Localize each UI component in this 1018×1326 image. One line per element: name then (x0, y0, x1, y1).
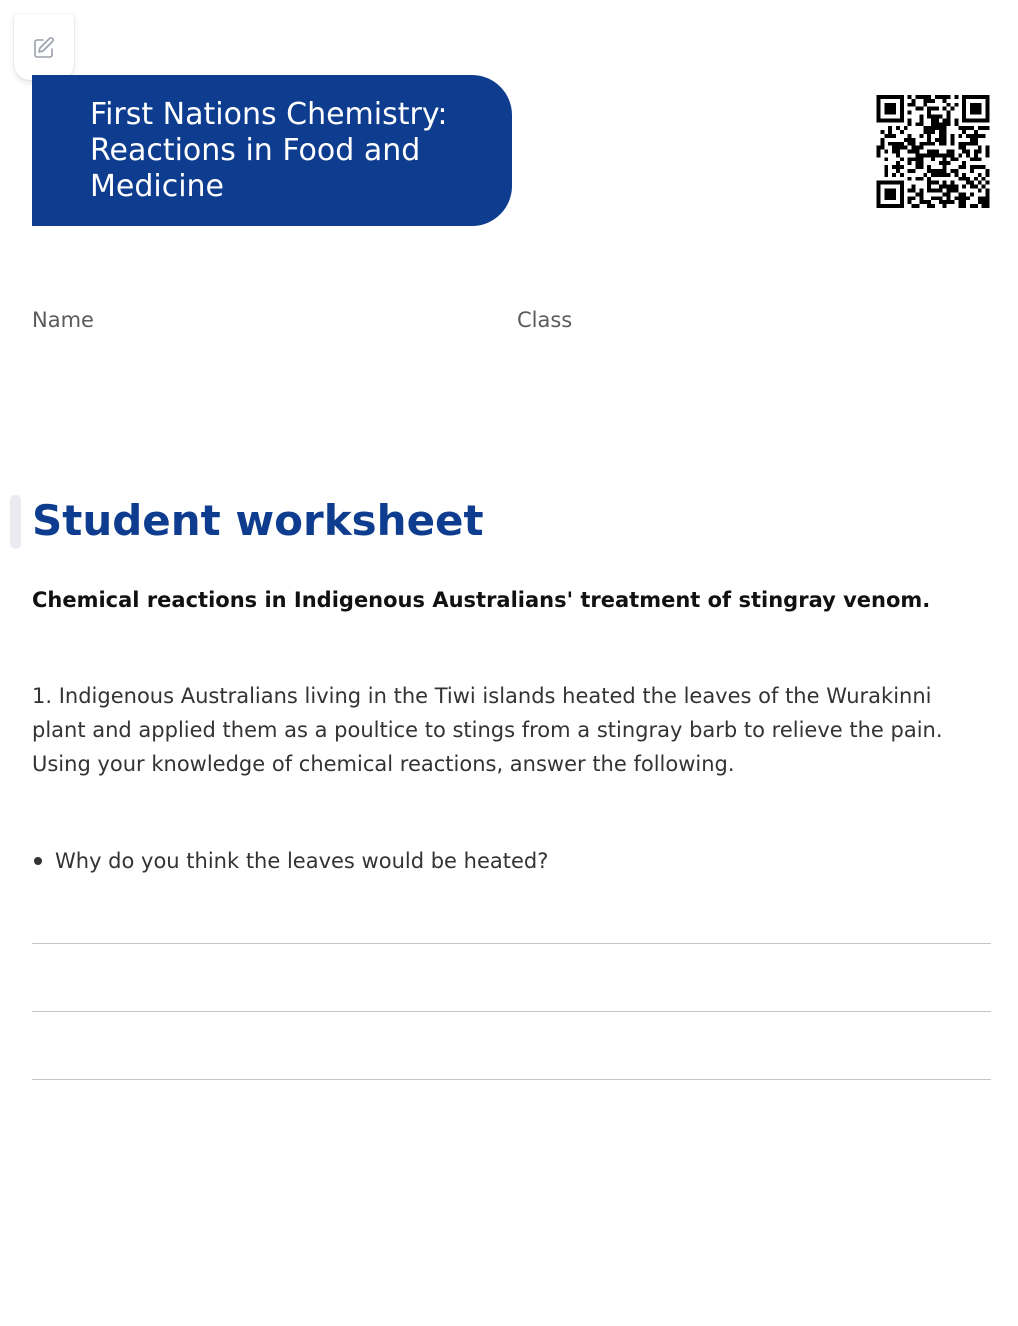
name-label: Name (32, 308, 94, 332)
class-label: Class (517, 308, 573, 332)
list-item (32, 844, 982, 878)
section-heading: Student worksheet (32, 496, 484, 545)
qr-code-icon (875, 95, 991, 208)
answer-line[interactable] (32, 1079, 991, 1080)
heading-marker (10, 495, 21, 549)
question-text: 1. Indigenous Australians living in the Tiwi islands heated the leaves of the Wurakinni plant and applied them as a poultice to stings from a stingray barb to relieve the pain. Using your knowledge of chemical reactions, answer the following. (32, 684, 943, 776)
worksheet-subheading: Chemical reactions in Indigenous Australians' treatment of stingray venom. (32, 588, 931, 612)
edit-button[interactable] (14, 14, 74, 80)
title-banner (32, 75, 512, 226)
answer-line[interactable] (32, 943, 991, 944)
bullet-icon (34, 857, 42, 865)
bullet-text: Why do you think the leaves would be heated? (55, 849, 549, 873)
answer-line[interactable] (32, 1011, 991, 1012)
page-title: First Nations Chemistry: Reactions in Food and Medicine (90, 97, 448, 204)
pencil-square-icon (32, 36, 56, 60)
